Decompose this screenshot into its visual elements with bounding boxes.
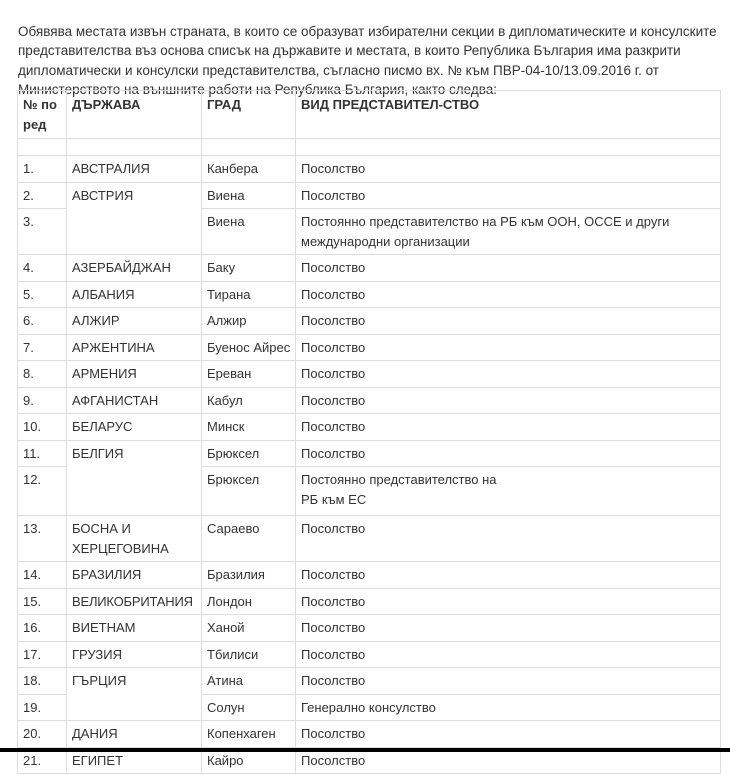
cell-city: Кайро	[202, 747, 296, 774]
table-row	[18, 387, 721, 414]
cell-num: 15.	[18, 588, 67, 615]
cell-num: 3.	[18, 209, 67, 255]
cell-num: 1.	[18, 156, 67, 183]
cell-country: АФГАНИСТАН	[67, 387, 202, 414]
cell-type: Посолство	[296, 721, 721, 748]
cell-country: АЛБАНИЯ	[67, 281, 202, 308]
cell-city: Кабул	[202, 387, 296, 414]
cell-country: АЛЖИР	[67, 308, 202, 335]
cell-city: Виена	[202, 182, 296, 209]
cell-num: 7.	[18, 334, 67, 361]
cell-type: Посолство	[296, 361, 721, 388]
table-row	[18, 562, 721, 589]
cell-city: Ереван	[202, 361, 296, 388]
cell-num: 9.	[18, 387, 67, 414]
cell-num: 21.	[18, 747, 67, 774]
table-row	[18, 721, 721, 748]
table-row	[18, 156, 721, 183]
cell-type: Посолство	[296, 588, 721, 615]
cell-num: 12.	[18, 467, 67, 516]
cell-type: Генерално консулство	[296, 694, 721, 721]
cell-num: 5.	[18, 281, 67, 308]
cell-num: 18.	[18, 668, 67, 695]
cell-city: Бразилия	[202, 562, 296, 589]
cell-city: Брюксел	[202, 440, 296, 467]
cell-num: 6.	[18, 308, 67, 335]
cell-city: Ханой	[202, 615, 296, 642]
table-row	[18, 182, 721, 209]
cell-type: Посолство	[296, 308, 721, 335]
cell-num: 17.	[18, 641, 67, 668]
cell-num: 13.	[18, 516, 67, 562]
cell-country: ВИЕТНАМ	[67, 615, 202, 642]
cell-country: ГРУЗИЯ	[67, 641, 202, 668]
table-row	[18, 516, 721, 562]
cell-type: Посолство	[296, 615, 721, 642]
cell-num: 2.	[18, 182, 67, 209]
cell-country: ЕГИПЕТ	[67, 747, 202, 774]
cell-num: 8.	[18, 361, 67, 388]
cell-type: Посолство	[296, 414, 721, 441]
table-row	[18, 641, 721, 668]
cell-country: ВЕЛИКОБРИТАНИЯ	[67, 588, 202, 615]
cell-type: Постоянно представителство на РБ към ЕС	[296, 467, 721, 516]
header-num: № по ред	[18, 91, 67, 139]
cell-type: Посолство	[296, 255, 721, 282]
cell-city: Лондон	[202, 588, 296, 615]
cell-type: Посолство	[296, 440, 721, 467]
cell-country: БЕЛГИЯ	[67, 440, 202, 516]
cell-city: Буенос Айрес	[202, 334, 296, 361]
cell-city: Баку	[202, 255, 296, 282]
cell-num: 14.	[18, 562, 67, 589]
cell-city: Канбера	[202, 156, 296, 183]
table-row	[18, 308, 721, 335]
cell-city: Минск	[202, 414, 296, 441]
cell-num: 4.	[18, 255, 67, 282]
table-row	[18, 615, 721, 642]
cell-city: Алжир	[202, 308, 296, 335]
table-row	[18, 281, 721, 308]
window-bottom-edge	[0, 748, 730, 752]
cell-type: Посолство	[296, 516, 721, 562]
representations-table	[17, 90, 721, 774]
table-row	[18, 334, 721, 361]
cell-city: Сараево	[202, 516, 296, 562]
cell-num: 20.	[18, 721, 67, 748]
cell-city: Копенхаген	[202, 721, 296, 748]
cell-type: Посолство	[296, 156, 721, 183]
cell-type: Посолство	[296, 387, 721, 414]
table-row	[18, 361, 721, 388]
cell-country: АРЖЕНТИНА	[67, 334, 202, 361]
cell-country: АВСТРАЛИЯ	[67, 156, 202, 183]
cell-city: Солун	[202, 694, 296, 721]
cell-type: Посолство	[296, 562, 721, 589]
cell-city: Тирана	[202, 281, 296, 308]
cell-city: Тбилиси	[202, 641, 296, 668]
table-row	[18, 440, 721, 467]
table-header-row	[18, 91, 721, 139]
intro-text: Обявява местата извън страната, в които се образуват избирателни секции в дипломатическите и консулските представителства въз основа списък на държавите и местата, в които Република България има разкрити дипломатически и консулски представителства, съгласно писмо вх. № към ПВР-04-10/13.09.2016 г. от Министерството на външните работи на Република България, както следва:	[18, 23, 717, 97]
cell-type: Посолство	[296, 668, 721, 695]
cell-country: БРАЗИЛИЯ	[67, 562, 202, 589]
header-type: ВИД ПРЕДСТАВИТЕЛ-СТВО	[296, 91, 721, 139]
cell-city: Атина	[202, 668, 296, 695]
cell-type: Постоянно представителство на РБ към ООН, ОССЕ и други международни организации	[296, 209, 721, 255]
cell-type: Посолство	[296, 281, 721, 308]
cell-type: Посолство	[296, 334, 721, 361]
table-row	[18, 414, 721, 441]
header-country: ДЪРЖАВА	[67, 91, 202, 139]
header-city: ГРАД	[202, 91, 296, 139]
cell-country: ДАНИЯ	[67, 721, 202, 748]
cell-num: 11.	[18, 440, 67, 467]
cell-country: АЗЕРБАЙДЖАН	[67, 255, 202, 282]
cell-country: АВСТРИЯ	[67, 182, 202, 255]
cell-type: Посолство	[296, 747, 721, 774]
cell-country: ГЪРЦИЯ	[67, 668, 202, 721]
table-row	[18, 588, 721, 615]
cell-city: Брюксел	[202, 467, 296, 516]
cell-num: 19.	[18, 694, 67, 721]
cell-country: БЕЛАРУС	[67, 414, 202, 441]
cell-num: 10.	[18, 414, 67, 441]
cell-type: Посолство	[296, 641, 721, 668]
table-row	[18, 668, 721, 695]
cell-num: 16.	[18, 615, 67, 642]
cell-city: Виена	[202, 209, 296, 255]
cell-type: Посолство	[296, 182, 721, 209]
table-row	[18, 255, 721, 282]
cell-country: АРМЕНИЯ	[67, 361, 202, 388]
table-spacer-row	[18, 139, 721, 156]
cell-country: БОСНА И ХЕРЦЕГОВИНА	[67, 516, 202, 562]
